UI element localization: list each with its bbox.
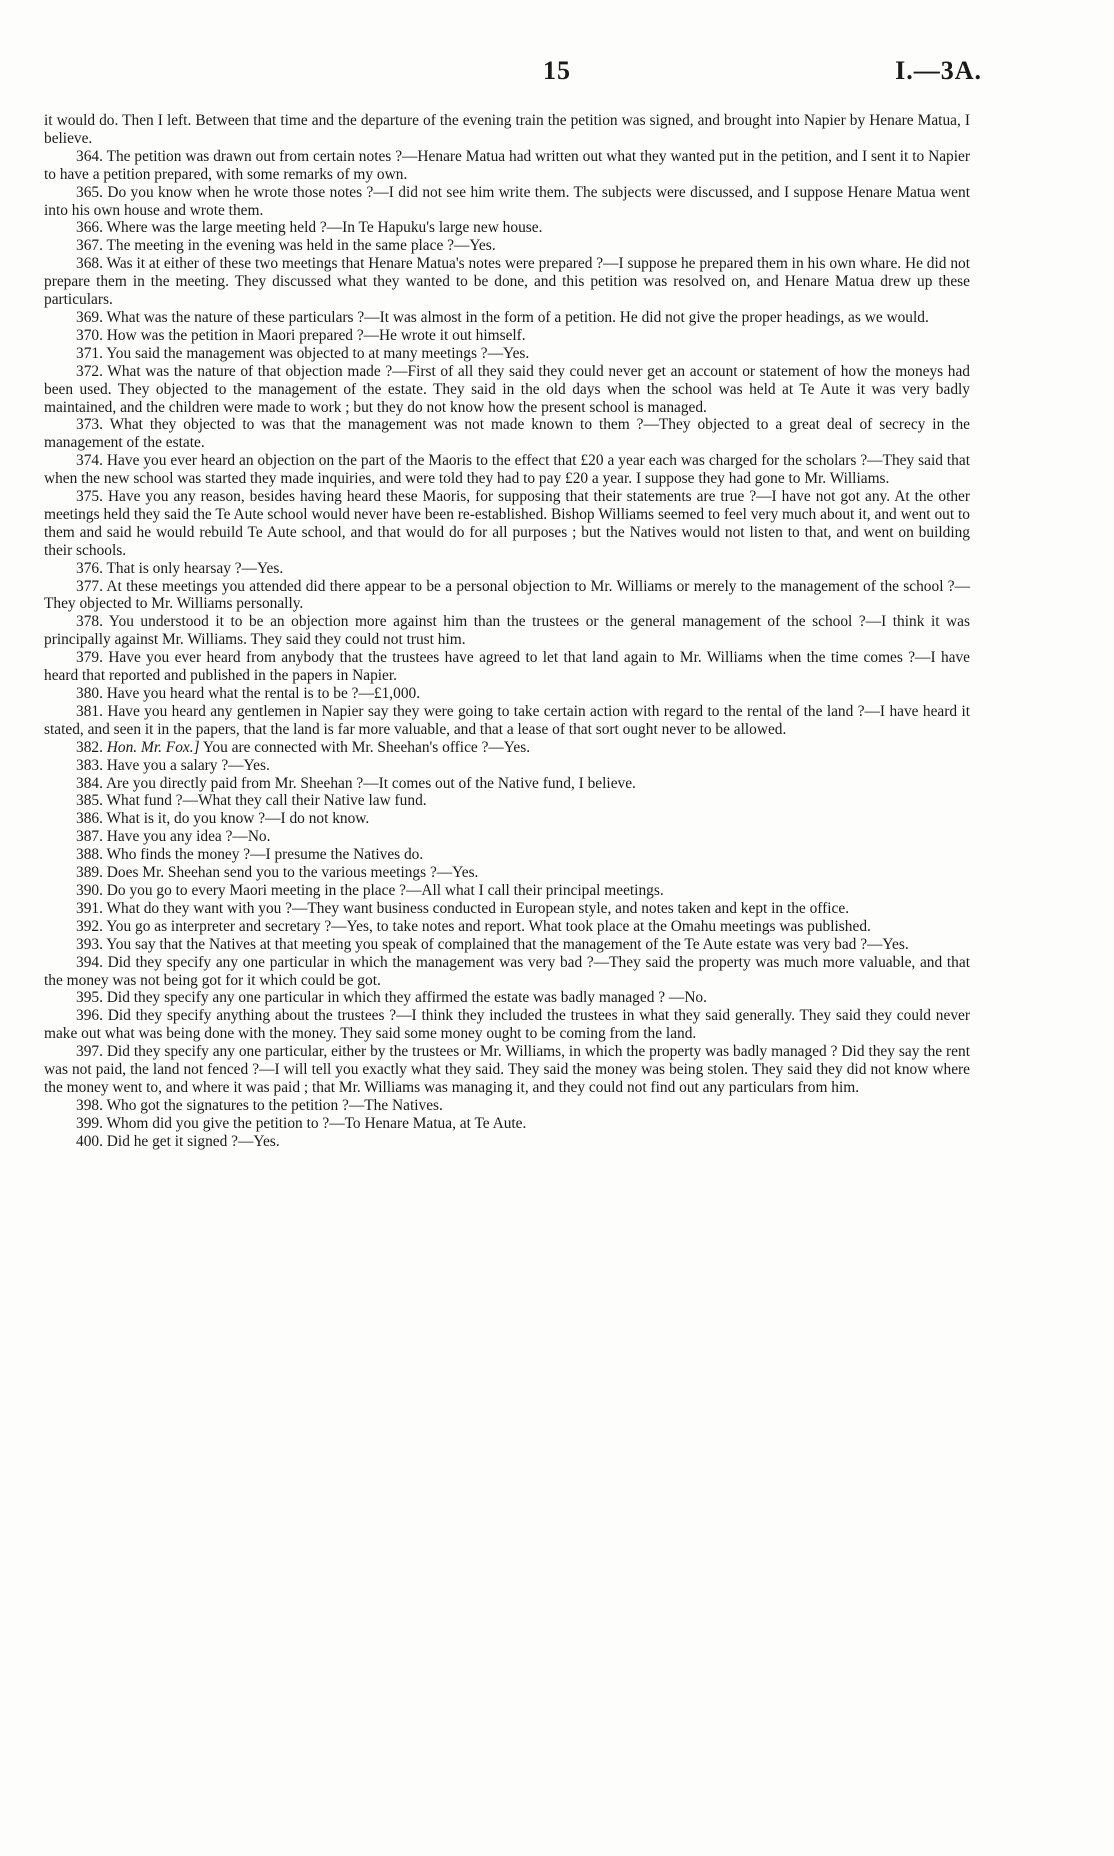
question-text: The petition was drawn out from certain notes ?—Henare Matua had written out what they wanted put in the petition, and I sent it to Napier to have a petition prepared, with some remarks of my own. — [44, 147, 970, 183]
question-text: At these meetings you attended did there appear to be a personal objection to Mr. Williams or merely to the management of the school ?—They objected to Mr. Williams personally. — [44, 577, 971, 613]
question-number: 382. — [76, 738, 103, 756]
question-paragraph — [44, 219, 970, 237]
question-text: You said the management was objected to at many meetings ?—Yes. — [106, 344, 530, 362]
question-number: 364. — [76, 147, 103, 165]
question-number: 375. — [76, 488, 103, 506]
question-number: 378. — [76, 613, 103, 631]
question-paragraph — [44, 1043, 970, 1097]
question-number: 399. — [76, 1114, 103, 1132]
question-text: How was the petition in Maori prepared ?—He wrote it out himself. — [106, 326, 526, 344]
question-number: 395. — [76, 989, 103, 1007]
question-text: Who finds the money ?—I presume the Natives do. — [106, 846, 424, 864]
question-text: Have you heard any gentlemen in Napier say they were going to take certain action with regard to the rental of the land ?—I have heard it stated, and seen it in the papers, that the land is far more valuable, and that a lease of that sort ought never to be allowed. — [44, 702, 970, 738]
question-paragraph — [44, 757, 970, 775]
question-number: 387. — [76, 828, 103, 846]
question-paragraph — [44, 954, 970, 990]
question-paragraph — [44, 846, 970, 864]
question-paragraph — [44, 703, 970, 739]
question-paragraph — [44, 828, 970, 846]
question-text: What was the nature of that objection made ?—First of all they said they could never get an account or statement of how the moneys had been used. They objected to the management of the estate. They said in the old days when the school was held at Te Aute it was very badly maintained, and the children were made to work ; but they do not know how the present school is managed. — [44, 362, 970, 416]
question-paragraph — [44, 560, 970, 578]
question-text: Does Mr. Sheehan send you to the various meetings ?—Yes. — [106, 864, 479, 882]
question-text: The meeting in the evening was held in the same place ?—Yes. — [106, 237, 496, 255]
question-number: 369. — [76, 308, 103, 326]
question-text: Are you directly paid from Mr. Sheehan ?—It comes out of the Native fund, I believe. — [105, 774, 636, 792]
question-paragraph — [44, 255, 970, 309]
question-paragraph — [44, 578, 970, 614]
question-number: 388. — [76, 846, 103, 864]
speaker-attribution: Hon. Mr. Fox.] — [106, 738, 200, 756]
question-text: You understood it to be an objection more against him than the trustees or the general management of the school ?—I think it was principally against Mr. Williams. They said they could not trust him. — [44, 613, 970, 649]
question-paragraph — [44, 864, 970, 882]
question-number: 390. — [76, 881, 103, 899]
question-paragraph — [44, 775, 970, 793]
question-paragraph — [44, 918, 970, 936]
question-text: Whom did you give the petition to ?—To Henare Matua, at Te Aute. — [106, 1114, 527, 1132]
question-text: You are connected with Mr. Sheehan's office ?—Yes. — [202, 738, 531, 756]
question-paragraph — [44, 989, 970, 1007]
question-paragraph — [44, 237, 970, 255]
question-paragraph — [44, 936, 970, 954]
question-text: Who got the signatures to the petition ?—The Natives. — [106, 1096, 443, 1114]
question-number: 368. — [76, 255, 103, 273]
question-paragraph — [44, 148, 970, 184]
question-number: 371. — [76, 344, 103, 362]
question-number: 379. — [76, 649, 103, 667]
question-text: That is only hearsay ?—Yes. — [106, 559, 284, 577]
question-number: 384. — [76, 774, 103, 792]
question-paragraph — [44, 345, 970, 363]
question-paragraph — [44, 1097, 970, 1115]
question-text: Have you ever heard from anybody that the trustees have agreed to let that land again to Mr. Williams when the time comes ?—I have heard that reported and published in the papers in Napier. — [44, 649, 970, 685]
opening-paragraph: it would do. Then I left. Between that time and the departure of the evening train the petition was signed, and brought into Napier by Henare Matua, I believe. — [44, 112, 970, 147]
question-text: Did they specify any one particular in which they affirmed the estate was badly managed ? —No. — [106, 989, 707, 1007]
question-number: 397. — [76, 1043, 103, 1061]
question-number: 396. — [76, 1007, 103, 1025]
question-paragraph — [44, 739, 970, 757]
question-paragraph — [44, 1115, 970, 1133]
question-text: Did they specify anything about the trustees ?—I think they included the trustees in what they said generally. They said they could never make out what was being done with the money. They said some money ought to be coming from the land. — [44, 1007, 970, 1043]
question-number: 389. — [76, 864, 103, 882]
question-text: Do you go to every Maori meeting in the place ?—All what I call their principal meetings. — [106, 881, 664, 899]
question-text: Did they specify any one particular in which the management was very bad ?—They said the property was much more valuable, and that the money was not being got for it which could be got. — [44, 953, 970, 989]
question-text: Have you heard what the rental is to be ?—£1,000. — [106, 685, 421, 702]
question-number: 391. — [76, 899, 103, 917]
question-paragraph — [44, 792, 970, 810]
question-text: You go as interpreter and secretary ?—Yes, to take notes and report. What took place at the Omahu meetings was published. — [106, 917, 871, 935]
question-text: You say that the Natives at that meeting you speak of complained that the management of the Te Aute estate was very bad ?—Yes. — [106, 935, 909, 953]
question-number: 366. — [76, 219, 103, 237]
question-number: 380. — [76, 685, 103, 702]
question-number: 381. — [76, 702, 103, 720]
question-paragraph — [44, 649, 970, 685]
question-paragraph — [44, 810, 970, 828]
question-paragraph — [44, 900, 970, 918]
question-text: What they objected to was that the management was not made known to them ?—They objected to a great deal of secrecy in the management of the estate. — [44, 416, 971, 452]
question-text: What is it, do you know ?—I do not know. — [106, 810, 370, 828]
evidence-text — [44, 112, 970, 1151]
question-paragraph — [44, 184, 970, 220]
question-text: Have you any reason, besides having heard these Maoris, for supposing that their statements are true ?—I have not got any. At the other meetings held they said the Te Aute school would never have been re-established. Bishop Williams seemed to feel very much about it, and went out to them and said he would rebuild Te Aute school, and that would do for all purposes ; but the Natives would not listen to that, and went on building their schools. — [44, 488, 970, 559]
question-number: 385. — [76, 792, 103, 810]
question-paragraph — [44, 685, 970, 703]
question-paragraph — [44, 452, 970, 488]
question-number: 393. — [76, 935, 103, 953]
question-number: 400. — [76, 1132, 103, 1150]
question-paragraph — [44, 416, 970, 452]
question-number: 365. — [76, 183, 103, 201]
question-text: Did he get it signed ?—Yes. — [106, 1132, 280, 1150]
question-text: Did they specify any one particular, either by the trustees or Mr. Williams, in which the property was badly managed ? Did they say the rent was not paid, the land not fenced ?—I will tell you exactly what they said. They said the money was being stolen. They said they did not know where the money went to, and where it was paid ; that Mr. Williams was managing it, and they could not find out any particulars from him. — [44, 1043, 970, 1096]
question-number: 386. — [76, 810, 103, 828]
question-number: 392. — [76, 917, 103, 935]
page-number: 15 — [543, 56, 571, 85]
question-number: 383. — [76, 756, 103, 774]
question-number: 370. — [76, 326, 103, 344]
question-paragraph — [44, 488, 970, 560]
question-paragraph — [44, 309, 970, 327]
question-paragraph — [44, 613, 970, 649]
question-paragraph — [44, 363, 970, 417]
question-paragraph — [44, 1133, 970, 1151]
question-number: 372. — [76, 362, 103, 380]
question-text: What fund ?—What they call their Native law fund. — [106, 792, 427, 810]
question-text: Do you know when he wrote those notes ?—I did not see him write them. The subjects were discussed, and I suppose Henare Matua went into his own house and wrote them. — [44, 183, 970, 219]
question-text: Have you a salary ?—Yes. — [106, 756, 270, 774]
question-text: Where was the large meeting held ?—In Te Hapuku's large new house. — [106, 219, 543, 237]
question-text: Have you any idea ?—No. — [106, 828, 271, 846]
question-number: 367. — [76, 237, 103, 255]
question-text: What do they want with you ?—They want business conducted in European style, and notes taken and kept in the office. — [106, 899, 850, 917]
question-text: What was the nature of these particulars ?—It was almost in the form of a petition. He did not give the proper headings, as we would. — [106, 308, 929, 326]
document-reference: I.—3A. — [895, 56, 982, 85]
question-number: 394. — [76, 953, 103, 971]
question-number: 374. — [76, 452, 103, 470]
question-number: 373. — [76, 416, 103, 434]
question-number: 377. — [76, 577, 103, 595]
question-paragraph — [44, 882, 970, 900]
question-number: 376. — [76, 559, 103, 577]
question-number: 398. — [76, 1096, 103, 1114]
question-text: Have you ever heard an objection on the part of the Maoris to the effect that £20 a year each was charged for the scholars ?—They said that when the new school was started they made inquiries, and were told they had to pay £20 a year. I suppose they had gone to Mr. Williams. — [44, 452, 970, 488]
question-paragraph — [44, 327, 970, 345]
page-header — [0, 56, 1114, 96]
question-text: Was it at either of these two meetings that Henare Matua's notes were prepared ?—I suppose he prepared them in his own whare. He did not prepare them in the meeting. They discussed what they wanted to be done, and this petition was resolved on, and Henare Matua drew up these particulars. — [44, 255, 970, 309]
question-paragraph — [44, 1007, 970, 1043]
